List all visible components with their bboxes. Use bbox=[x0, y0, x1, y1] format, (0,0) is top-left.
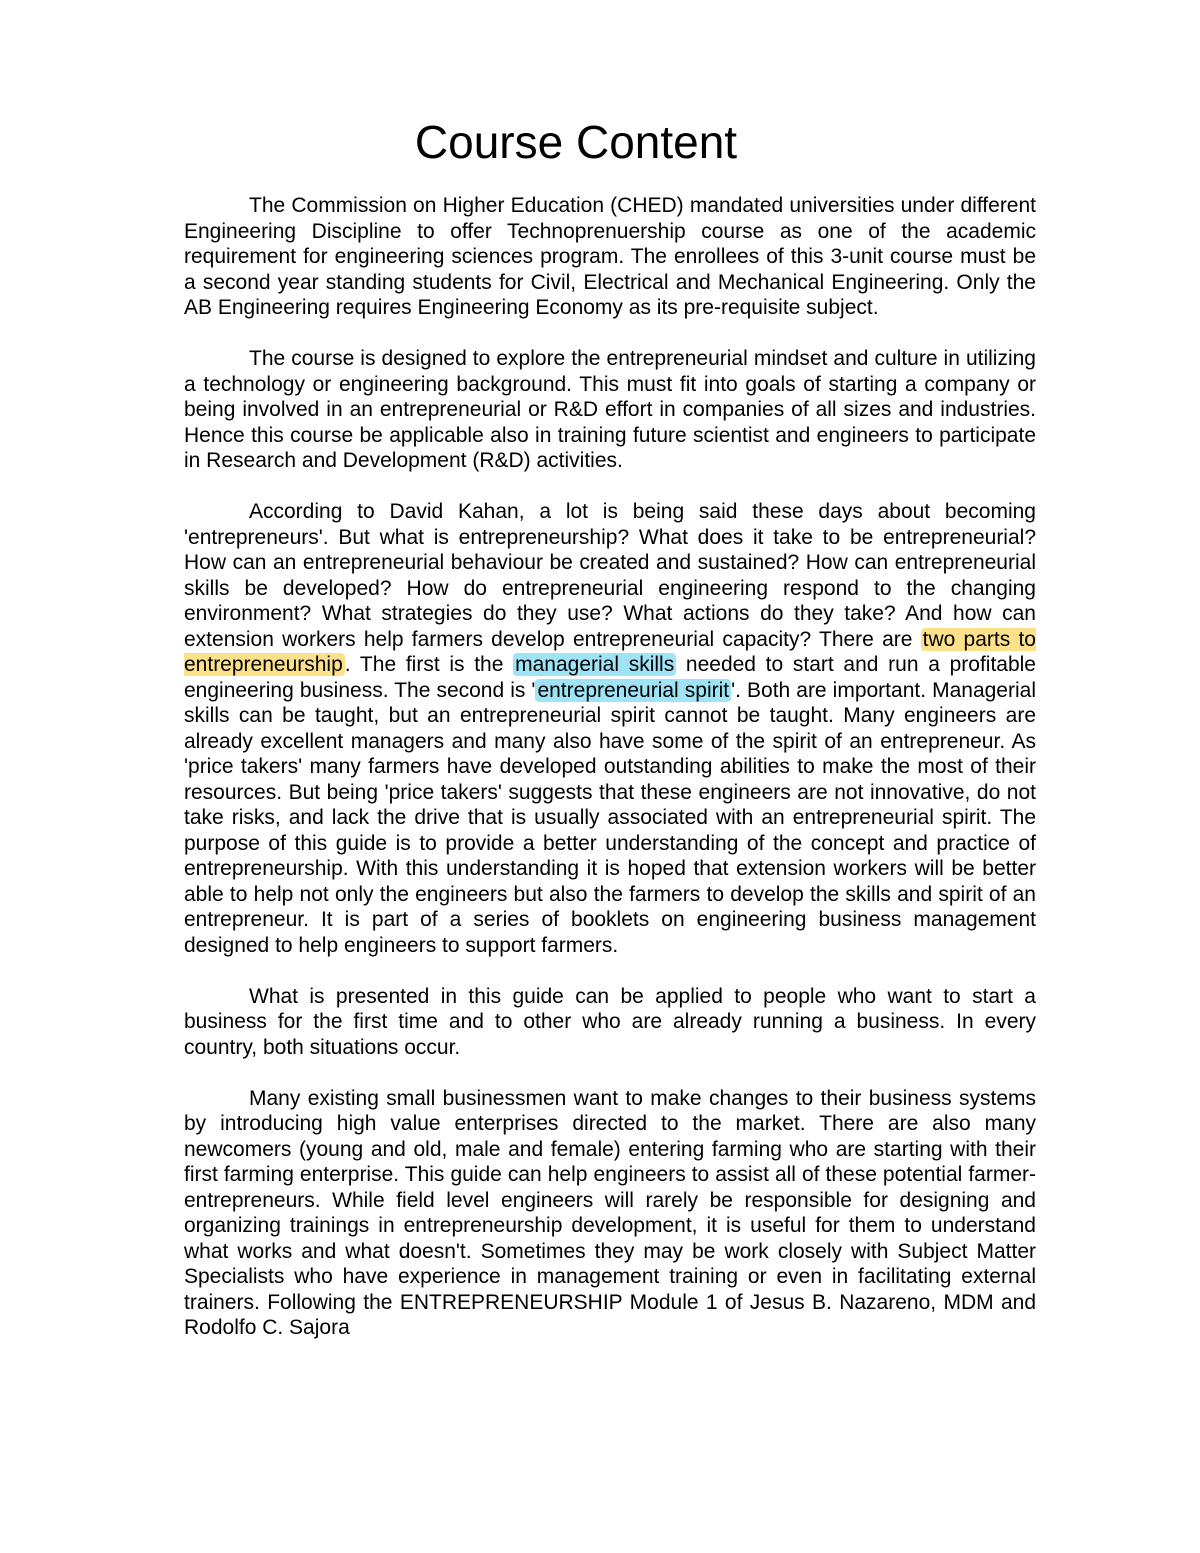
paragraph-guide-application: What is presented in this guide can be applied to people who want to start a business for the first time and to other who are already running a business. In every country, both situations occur. bbox=[184, 984, 1036, 1059]
paragraph-course-design: The course is designed to explore the entrepreneurial mindset and culture in utilizing a technology or engineering background. This must fit into goals of starting a company or being involved in an entrepreneurial or R&D effort in companies of all sizes and industries. Hence this course be applicable also in training future scientist and engineers to participate in Research and Development (R&D) activities. bbox=[184, 347, 1036, 472]
paragraph-text-segment: '. Both are important. Managerial skills can be taught, but an entrepreneurial spirit cannot be taught. Many engineers are already excellent managers and many also have some of the spirit of an entrepreneur. As 'price takers' many farmers have developed outstanding abilities to make the most of their resources. But being 'price takers' suggests that these engineers are not innovative, do not take risks, and lack the drive that is usually associated with an entrepreneurial spirit. The purpose of this guide is to provide a better understanding of the concept and practice of entrepreneurship. With this understanding it is hoped that extension workers will be better able to help not only the engineers but also the farmers to develop the skills and spirit of an entrepreneur. It is part of a series of booklets on engineering business management designed to help engineers to support farmers. bbox=[184, 678, 1036, 957]
paragraph-ched-mandate: The Commission on Higher Education (CHED) mandated universities under different Engineering Discipline to offer Technoprenuership course as one of the academic requirement for engineering sciences program. The enrollees of this 3-unit course must be a second year standing students for Civil, Electrical and Mechanical Engineering. Only the AB Engineering requires Engineering Economy as its pre-requisite subject. bbox=[184, 194, 1036, 319]
paragraph-text-segment: . The first is the bbox=[344, 653, 514, 676]
highlight-two-parts: two parts to entrepreneurship bbox=[184, 627, 1036, 676]
paragraph-text-segment: needed to start and run a profitable engineering business. The second is ' bbox=[184, 653, 1036, 702]
paragraph-entrepreneurship bbox=[184, 499, 1036, 958]
document-body bbox=[184, 193, 1036, 1341]
highlight-entrepreneurial-spirit: entrepreneurial spirit bbox=[537, 678, 730, 702]
paragraph-small-businessmen: Many existing small businessmen want to make changes to their business systems by introducing high value enterprises directed to the market. There are also many newcomers (young and old, male and female) entering farming who are starting with their first farming enterprise. This guide can help engineers to assist all of these potential farmer-entrepreneurs. While field level engineers will rarely be responsible for designing and organizing trainings in entrepreneurship development, it is useful for them to understand what works and what doesn't. Sometimes they may be work closely with Subject Matter Specialists who have experience in management training or even in facilitating external trainers. Following the ENTREPRENEURSHIP Module 1 of Jesus B. Nazareno, MDM and Rodolfo C. Sajora bbox=[184, 1086, 1036, 1339]
paragraph-text-segment: According to David Kahan, a lot is being said these days about becoming 'entrepreneurs'. But what is entrepreneurship? What does it take to be entrepreneurial? How can an entrepreneurial behaviour be created and sustained? How can entrepreneurial skills be developed? How do entrepreneurial engineering respond to the changing environment? What strategies do they use? What actions do they take? And how can extension workers help farmers develop entrepreneurial capacity? There are bbox=[184, 500, 1036, 651]
page-title: Course Content bbox=[414, 116, 738, 168]
highlight-managerial-skills: managerial skills bbox=[515, 653, 675, 676]
